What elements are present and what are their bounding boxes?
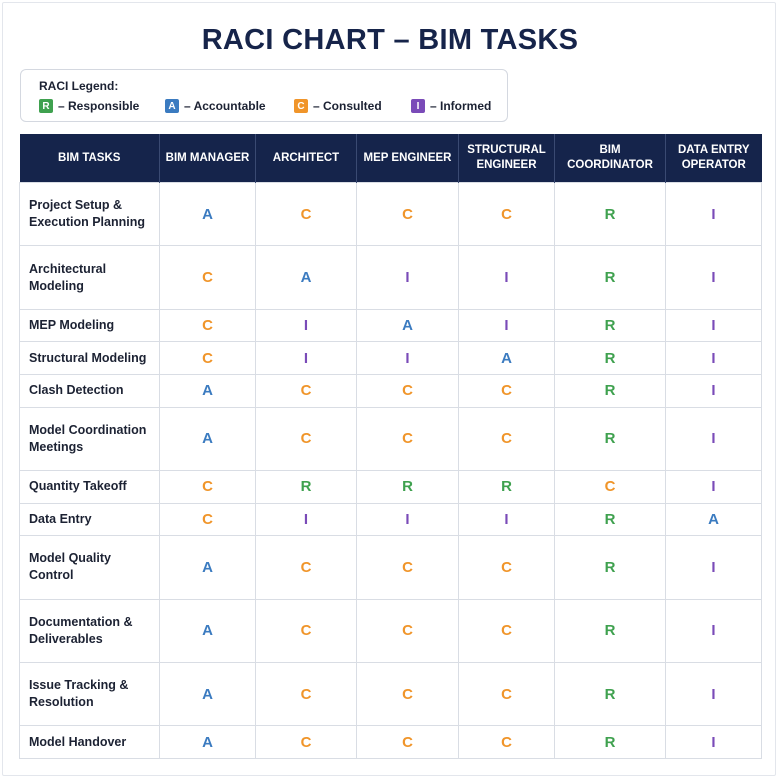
legend-label-consulted: – Consulted — [313, 99, 382, 113]
raci-cell: C — [160, 309, 256, 342]
raci-cell: I — [459, 309, 555, 342]
raci-table — [19, 134, 762, 759]
raci-cell: A — [160, 407, 256, 470]
table-body — [20, 183, 762, 759]
legend-item-informed — [411, 98, 491, 114]
raci-cell: C — [459, 407, 555, 470]
task-name-cell: Quantity Takeoff — [20, 470, 160, 503]
raci-cell: I — [666, 342, 762, 375]
raci-cell: I — [357, 342, 459, 375]
raci-cell: C — [555, 470, 666, 503]
raci-cell: C — [357, 726, 459, 759]
raci-cell: R — [555, 342, 666, 375]
header-bim-manager: BIM MANAGER — [160, 134, 256, 183]
task-name-cell: Model Coordination Meetings — [20, 407, 160, 470]
raci-cell: C — [160, 503, 256, 536]
raci-cell: C — [459, 726, 555, 759]
task-name-cell: MEP Modeling — [20, 309, 160, 342]
raci-cell: C — [160, 342, 256, 375]
legend-item-accountable — [165, 98, 266, 114]
raci-cell: R — [555, 407, 666, 470]
table-row — [20, 536, 762, 599]
raci-legend — [20, 69, 508, 122]
raci-cell: I — [666, 246, 762, 309]
raci-cell: C — [256, 374, 357, 407]
legend-label-responsible: – Responsible — [58, 99, 140, 113]
page-title: RACI CHART – BIM TASKS — [201, 24, 579, 56]
raci-cell: C — [256, 536, 357, 599]
raci-cell: I — [666, 407, 762, 470]
legend-title: RACI Legend: — [39, 79, 119, 93]
raci-cell: R — [459, 470, 555, 503]
raci-cell: C — [256, 599, 357, 662]
table-row — [20, 246, 762, 309]
raci-cell: R — [555, 246, 666, 309]
raci-cell: I — [256, 342, 357, 375]
raci-cell: A — [160, 536, 256, 599]
legend-label-accountable: – Accountable — [184, 99, 266, 113]
legend-chip-r: R — [39, 99, 53, 113]
raci-cell: C — [459, 374, 555, 407]
raci-cell: R — [256, 470, 357, 503]
raci-cell: R — [555, 662, 666, 725]
legend-chip-a: A — [165, 99, 179, 113]
raci-cell: R — [357, 470, 459, 503]
raci-cell: C — [459, 536, 555, 599]
raci-cell: R — [555, 503, 666, 536]
task-name-cell: Architectural Modeling — [20, 246, 160, 309]
task-name-cell: Model Handover — [20, 726, 160, 759]
raci-cell: C — [459, 183, 555, 246]
raci-cell: I — [666, 726, 762, 759]
table-row — [20, 374, 762, 407]
raci-cell: A — [459, 342, 555, 375]
raci-cell: C — [357, 407, 459, 470]
raci-cell: A — [160, 599, 256, 662]
legend-chip-c: C — [294, 99, 308, 113]
raci-cell: R — [555, 536, 666, 599]
header-data-entry-operator: DATA ENTRY OPERATOR — [666, 134, 762, 183]
raci-cell: I — [357, 246, 459, 309]
raci-cell: I — [666, 662, 762, 725]
table-row — [20, 662, 762, 725]
raci-cell: C — [357, 536, 459, 599]
raci-cell: A — [256, 246, 357, 309]
task-name-cell: Documentation & Deliverables — [20, 599, 160, 662]
table-row — [20, 470, 762, 503]
raci-cell: I — [666, 183, 762, 246]
raci-cell: R — [555, 183, 666, 246]
raci-cell: I — [666, 374, 762, 407]
header-mep-engineer: MEP ENGINEER — [357, 134, 459, 183]
raci-cell: C — [256, 662, 357, 725]
raci-cell: A — [357, 309, 459, 342]
header-structural-engineer: STRUCTURAL ENGINEER — [459, 134, 555, 183]
raci-cell: C — [256, 183, 357, 246]
header-architect: ARCHITECT — [256, 134, 357, 183]
raci-cell: A — [160, 662, 256, 725]
raci-cell: I — [666, 309, 762, 342]
table-row — [20, 599, 762, 662]
raci-cell: R — [555, 599, 666, 662]
legend-items — [39, 98, 509, 116]
table-row — [20, 309, 762, 342]
table-row — [20, 183, 762, 246]
header-bim-coordinator: BIM COORDINATOR — [555, 134, 666, 183]
raci-cell: I — [357, 503, 459, 536]
task-name-cell: Model Quality Control — [20, 536, 160, 599]
raci-cell: C — [357, 599, 459, 662]
raci-cell: A — [666, 503, 762, 536]
raci-cell: R — [555, 309, 666, 342]
raci-cell: A — [160, 726, 256, 759]
raci-cell: C — [459, 662, 555, 725]
legend-label-informed: – Informed — [430, 99, 492, 113]
raci-cell: I — [459, 503, 555, 536]
task-name-cell: Structural Modeling — [20, 342, 160, 375]
header-bim-tasks: BIM TASKS — [20, 134, 160, 183]
raci-cell: C — [357, 183, 459, 246]
raci-cell: C — [357, 662, 459, 725]
table-row — [20, 503, 762, 536]
raci-cell: I — [666, 599, 762, 662]
raci-cell: R — [555, 374, 666, 407]
task-name-cell: Data Entry — [20, 503, 160, 536]
legend-item-responsible — [39, 98, 139, 114]
raci-cell: R — [555, 726, 666, 759]
raci-cell: C — [256, 726, 357, 759]
raci-cell: A — [160, 183, 256, 246]
raci-cell: I — [256, 309, 357, 342]
legend-chip-i: I — [411, 99, 425, 113]
task-name-cell: Issue Tracking & Resolution — [20, 662, 160, 725]
raci-cell: I — [459, 246, 555, 309]
task-name-cell: Clash Detection — [20, 374, 160, 407]
raci-cell: I — [256, 503, 357, 536]
table-row — [20, 342, 762, 375]
legend-item-consulted — [294, 98, 382, 114]
raci-cell: C — [160, 470, 256, 503]
raci-cell: I — [666, 536, 762, 599]
table-row — [20, 726, 762, 759]
raci-cell: C — [160, 246, 256, 309]
raci-cell: C — [357, 374, 459, 407]
raci-cell: C — [459, 599, 555, 662]
raci-cell: C — [256, 407, 357, 470]
table-header-row — [20, 134, 762, 183]
table-row — [20, 407, 762, 470]
task-name-cell: Project Setup & Execution Planning — [20, 183, 160, 246]
raci-cell: I — [666, 470, 762, 503]
raci-cell: A — [160, 374, 256, 407]
